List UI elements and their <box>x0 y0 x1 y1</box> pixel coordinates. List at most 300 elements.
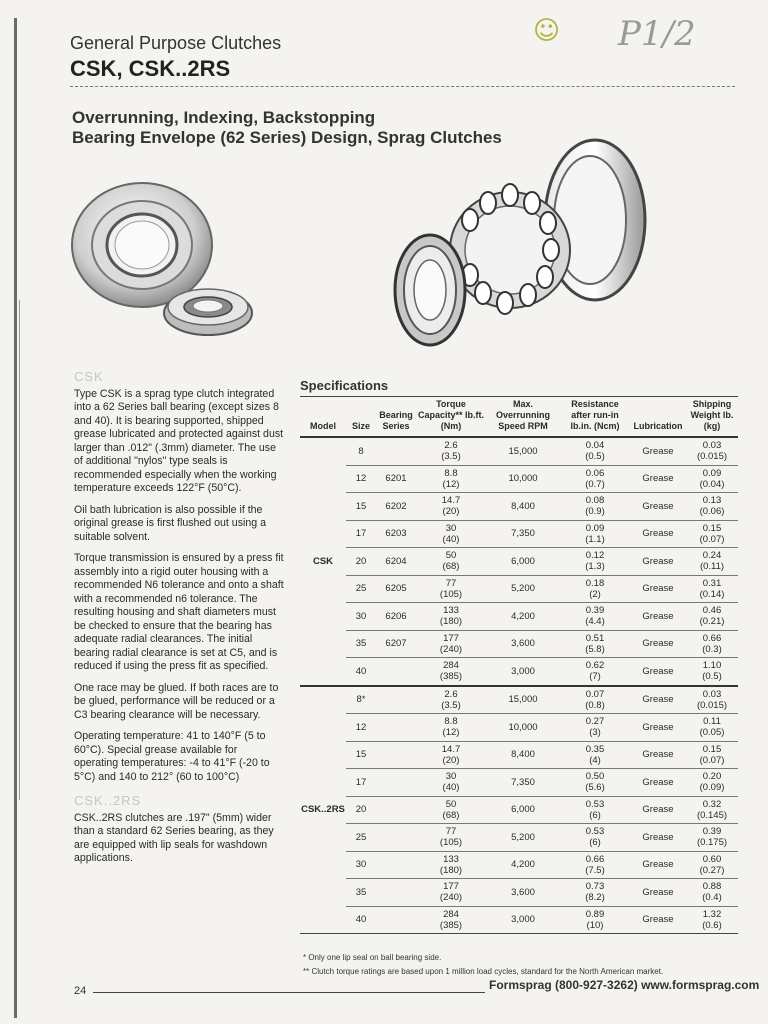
cell-torque <box>416 796 486 824</box>
cell-size-value: 8 <box>358 445 364 457</box>
cell-bearing-series-value: 6201 <box>385 473 407 485</box>
cell-lubrication <box>630 796 686 824</box>
binding-edge <box>14 18 17 1018</box>
cell-size-value: 40 <box>355 914 367 926</box>
cell-speed-value: 15,000 <box>508 694 538 706</box>
cell-speed-value: 3,000 <box>511 914 535 926</box>
csk-paragraph-1: Type CSK is a sprag type clutch integrated into a 62 Series ball bearing (except sizes 8 and 40). It is bearing supported, shipped grease lubricated and protected against dust larger than .012" (.3mm) diameter. The use of additional "nylos" type seals is recommended especially when the working temperature exceeds 122°F (50°C). <box>74 387 284 494</box>
cell-resistance-value: (0.9) <box>585 506 605 518</box>
cell-size-value: 8* <box>356 694 366 706</box>
table-row <box>300 796 738 824</box>
cell-size <box>346 548 376 576</box>
cell-model <box>300 879 346 907</box>
cell-size-value: 30 <box>355 610 367 622</box>
cell-resistance-value: (5.8) <box>585 643 605 655</box>
cell-speed-value: 10,000 <box>508 721 538 733</box>
cell-weight-value: 0.11 <box>703 716 721 728</box>
cell-torque <box>416 658 486 686</box>
cell-weight <box>686 714 738 742</box>
cell-weight-value: 0.03 <box>702 440 722 452</box>
cell-torque-value: 30 <box>445 771 457 783</box>
cell-lubrication-value: Grease <box>642 914 674 926</box>
cell-bearing-series <box>376 741 416 769</box>
cell-speed-value: 15,000 <box>508 445 538 457</box>
cell-torque-value: 77 <box>445 577 457 589</box>
cell-lubrication-value: Grease <box>642 694 674 706</box>
cell-weight-value: (0.6) <box>702 919 722 931</box>
cell-torque <box>416 714 486 742</box>
cell-lubrication-value: Grease <box>642 555 674 567</box>
cell-weight <box>686 741 738 769</box>
table-body <box>300 437 738 934</box>
cell-torque-value: 2.6 <box>444 440 458 452</box>
cell-size <box>346 603 376 631</box>
cell-lubrication <box>630 493 686 521</box>
table-row <box>300 630 738 658</box>
cell-weight-value: 1.10 <box>702 660 722 672</box>
brand-contact: Formsprag (800-927-3262) www.formsprag.com <box>489 978 760 992</box>
csk-paragraph-2: Oil bath lubrication is also possible if the original grease is first flushed out using a suitable solvent. <box>74 503 266 543</box>
cell-weight-value: (0.11) <box>699 561 725 573</box>
cell-torque-value: (20) <box>442 506 460 518</box>
cell-resistance-value: 0.51 <box>585 632 605 644</box>
cell-resistance <box>560 906 630 934</box>
cell-size-value: 12 <box>355 473 367 485</box>
cell-speed-value: 4,200 <box>511 610 535 622</box>
cell-torque-value: (12) <box>442 727 460 739</box>
cell-size-value: 35 <box>355 638 367 650</box>
cell-resistance-value: 0.50 <box>585 771 605 783</box>
cell-torque <box>416 603 486 631</box>
cell-weight <box>686 603 738 631</box>
cell-size-value: 25 <box>355 831 367 843</box>
footer-rule <box>93 992 485 993</box>
cell-torque <box>416 824 486 852</box>
cell-bearing-series-value: 6203 <box>385 528 407 540</box>
cell-weight-value: (0.21) <box>699 616 725 628</box>
cell-weight <box>686 851 738 879</box>
headline-line-1: Overrunning, Indexing, Backstopping <box>72 108 376 127</box>
cell-torque-value: (20) <box>442 754 460 766</box>
cell-lubrication <box>630 603 686 631</box>
cell-resistance <box>560 686 630 714</box>
cell-resistance-value: 0.08 <box>585 495 605 507</box>
table-row <box>300 437 738 465</box>
cell-lubrication <box>630 714 686 742</box>
cell-resistance <box>560 796 630 824</box>
cell-size <box>346 658 376 686</box>
cell-torque <box>416 465 486 493</box>
cell-size <box>346 437 376 465</box>
cell-weight-value: 0.03 <box>702 688 722 700</box>
cell-weight-value: 0.24 <box>702 550 722 562</box>
cell-lubrication <box>630 824 686 852</box>
cell-torque-value: 2.6 <box>444 688 458 700</box>
cell-speed-value: 6,000 <box>511 555 535 567</box>
cell-model <box>300 741 346 769</box>
cell-model <box>300 548 346 576</box>
cell-size <box>346 686 376 714</box>
cell-lubrication <box>630 520 686 548</box>
cell-bearing-series-value: 6205 <box>385 583 407 595</box>
cell-resistance-value: 0.06 <box>585 467 605 479</box>
cell-lubrication-value: Grease <box>642 665 674 677</box>
cell-size-value: 17 <box>355 776 367 788</box>
table-row <box>300 575 738 603</box>
cell-size <box>346 824 376 852</box>
cell-lubrication <box>630 548 686 576</box>
cell-speed-value: 6,000 <box>511 804 535 816</box>
cell-resistance-value: (10) <box>586 919 604 931</box>
cell-speed-value: 7,350 <box>511 528 535 540</box>
cell-torque-value: 8.8 <box>444 716 458 728</box>
cell-lubrication <box>630 630 686 658</box>
binding-shadow <box>19 300 20 800</box>
cell-weight <box>686 824 738 852</box>
csk-paragraph-4: One race may be glued. If both races are to be glued, performance will be reduced or a C3 bearing clearance will be necessary. <box>74 681 279 721</box>
cell-torque <box>416 437 486 465</box>
cell-resistance-value: (3) <box>589 727 601 739</box>
cell-resistance <box>560 520 630 548</box>
cell-lubrication <box>630 851 686 879</box>
cell-bearing-series <box>376 493 416 521</box>
cell-size <box>346 796 376 824</box>
cell-resistance-value: (2) <box>589 588 601 600</box>
cell-resistance <box>560 575 630 603</box>
cell-lubrication-value: Grease <box>642 859 674 871</box>
cell-resistance-value: (4.4) <box>585 616 605 628</box>
cell-model <box>300 824 346 852</box>
cell-resistance-value: (5.6) <box>585 782 605 794</box>
table-row <box>300 879 738 907</box>
cell-speed <box>486 769 560 797</box>
cell-lubrication-value: Grease <box>642 831 674 843</box>
cell-weight-value: (0.3) <box>702 643 722 655</box>
cell-weight-value: (0.09) <box>699 782 725 794</box>
cell-bearing-series-value: 6206 <box>385 610 407 622</box>
page-number: 24 <box>74 985 87 997</box>
cell-resistance <box>560 465 630 493</box>
cell-speed <box>486 520 560 548</box>
cell-torque-value: 50 <box>445 798 457 810</box>
cell-weight-value: 0.88 <box>702 881 722 893</box>
cell-weight <box>686 906 738 934</box>
cell-model-value: CSK <box>312 555 334 567</box>
cell-torque <box>416 879 486 907</box>
cell-weight-value: (0.015) <box>696 699 728 711</box>
cell-resistance-value: (1.1) <box>585 533 605 545</box>
cell-resistance <box>560 769 630 797</box>
cell-resistance-value: 0.62 <box>585 660 605 672</box>
cell-weight <box>686 437 738 465</box>
page-title: CSK, CSK..2RS <box>70 56 231 81</box>
cell-weight-value: 1.32 <box>702 908 722 920</box>
header-torque: Torque Capacity** lb.ft. (Nm) <box>416 397 486 438</box>
cell-lubrication <box>630 879 686 907</box>
cell-torque-value: (40) <box>442 782 460 794</box>
cell-model <box>300 465 346 493</box>
cell-weight <box>686 630 738 658</box>
cell-bearing-series <box>376 879 416 907</box>
table-row <box>300 658 738 686</box>
cell-resistance-value: (7) <box>589 671 601 683</box>
cell-speed-value: 5,200 <box>511 583 535 595</box>
cell-weight-value: 0.15 <box>702 522 722 534</box>
cell-speed <box>486 879 560 907</box>
cell-speed <box>486 630 560 658</box>
cell-torque-value: 284 <box>443 908 459 920</box>
cell-torque-value: 133 <box>443 853 459 865</box>
cell-model <box>300 769 346 797</box>
cell-torque-value: (180) <box>439 864 463 876</box>
cell-resistance-value: 0.53 <box>585 826 605 838</box>
cell-size-value: 15 <box>355 749 367 761</box>
cell-bearing-series <box>376 686 416 714</box>
handwritten-smiley: ☺ <box>533 16 561 46</box>
cell-torque-value: (105) <box>439 588 463 600</box>
table-row <box>300 520 738 548</box>
header-resistance: Resistance after run-in lb.in. (Ncm) <box>560 397 630 438</box>
cell-bearing-series <box>376 769 416 797</box>
cell-weight <box>686 796 738 824</box>
cell-weight <box>686 520 738 548</box>
table-row <box>300 741 738 769</box>
cell-resistance-value: 0.07 <box>585 688 605 700</box>
cell-speed-value: 3,600 <box>511 638 535 650</box>
cell-weight <box>686 465 738 493</box>
cell-bearing-series-value: 6204 <box>385 555 407 567</box>
cell-weight <box>686 575 738 603</box>
cell-size <box>346 493 376 521</box>
cell-resistance <box>560 658 630 686</box>
cell-resistance-value: 0.35 <box>585 743 605 755</box>
cell-weight-value: (0.175) <box>696 837 728 849</box>
cell-size-value: 30 <box>355 859 367 871</box>
cell-torque-value: 177 <box>443 632 459 644</box>
cell-torque-value: (385) <box>439 919 463 931</box>
cell-lubrication <box>630 769 686 797</box>
cell-bearing-series-value: 6202 <box>385 500 407 512</box>
cell-speed-value: 3,600 <box>511 886 535 898</box>
cell-torque-value: 77 <box>445 826 457 838</box>
cell-torque-value: (68) <box>442 809 460 821</box>
cell-weight-value: 0.15 <box>702 743 722 755</box>
cell-weight <box>686 769 738 797</box>
cell-resistance-value: (6) <box>589 809 601 821</box>
cell-bearing-series <box>376 465 416 493</box>
header-weight: Shipping Weight lb. (kg) <box>686 397 738 438</box>
cell-torque <box>416 741 486 769</box>
cell-model <box>300 686 346 714</box>
cell-size-value: 15 <box>355 500 367 512</box>
cell-resistance-value: 0.12 <box>585 550 605 562</box>
sprag-clutch-exploded-photo <box>385 125 650 355</box>
cell-bearing-series <box>376 520 416 548</box>
cell-torque-value: (180) <box>439 616 463 628</box>
cell-torque-value: (240) <box>439 892 463 904</box>
cell-weight-value: 0.20 <box>702 771 722 783</box>
header-bearing-series: Bearing Series <box>376 397 416 438</box>
cell-size-value: 12 <box>355 721 367 733</box>
cell-resistance-value: (4) <box>589 754 601 766</box>
cell-lubrication <box>630 658 686 686</box>
cell-resistance-value: (8.2) <box>585 892 605 904</box>
header-divider <box>70 86 735 87</box>
cell-speed <box>486 851 560 879</box>
cell-model <box>300 493 346 521</box>
specifications-table <box>300 396 738 934</box>
cell-lubrication-value: Grease <box>642 500 674 512</box>
cell-resistance <box>560 548 630 576</box>
cell-resistance <box>560 603 630 631</box>
cell-lubrication-value: Grease <box>642 721 674 733</box>
cell-model <box>300 520 346 548</box>
cell-bearing-series <box>376 630 416 658</box>
cell-bearing-series-value: 6207 <box>385 638 407 650</box>
cell-torque-value: (385) <box>439 671 463 683</box>
cell-resistance <box>560 437 630 465</box>
cell-weight-value: (0.05) <box>699 727 725 739</box>
cell-size-value: 40 <box>355 665 367 677</box>
cell-resistance-value: 0.27 <box>585 716 605 728</box>
csk-heading: CSK <box>74 369 104 384</box>
cell-size <box>346 630 376 658</box>
cell-speed-value: 4,200 <box>511 859 535 871</box>
cell-speed <box>486 906 560 934</box>
header-model: Model <box>300 397 346 438</box>
description-column <box>74 370 284 874</box>
cell-weight-value: 0.32 <box>702 798 722 810</box>
cell-resistance <box>560 879 630 907</box>
cell-size <box>346 575 376 603</box>
cell-weight <box>686 658 738 686</box>
cell-weight <box>686 493 738 521</box>
table-row <box>300 769 738 797</box>
cell-lubrication-value: Grease <box>642 445 674 457</box>
table-row <box>300 824 738 852</box>
cell-lubrication <box>630 741 686 769</box>
cell-torque <box>416 520 486 548</box>
cell-resistance-value: 0.39 <box>585 605 605 617</box>
cell-resistance-value: 0.89 <box>585 908 605 920</box>
cell-size-value: 17 <box>355 528 367 540</box>
cell-bearing-series <box>376 548 416 576</box>
cell-weight-value: 0.46 <box>702 605 722 617</box>
cell-resistance-value: 0.53 <box>585 798 605 810</box>
cell-torque-value: 14.7 <box>441 495 461 507</box>
cell-weight-value: (0.06) <box>699 506 725 518</box>
cell-torque <box>416 575 486 603</box>
cell-model <box>300 658 346 686</box>
cell-torque <box>416 686 486 714</box>
headline-line-2: Bearing Envelope (62 Series) Design, Sprag Clutches <box>72 128 502 147</box>
header-speed: Max. Overrunning Speed RPM <box>486 397 560 438</box>
cell-size <box>346 465 376 493</box>
cell-bearing-series <box>376 575 416 603</box>
cell-lubrication-value: Grease <box>642 886 674 898</box>
cell-torque-value: 14.7 <box>441 743 461 755</box>
cell-size <box>346 520 376 548</box>
cell-model-value: CSK..2RS <box>301 804 345 816</box>
cell-torque <box>416 493 486 521</box>
cell-speed <box>486 658 560 686</box>
cell-speed <box>486 741 560 769</box>
cell-speed <box>486 714 560 742</box>
cell-speed-value: 3,000 <box>511 665 535 677</box>
cell-speed <box>486 493 560 521</box>
handwritten-page-note: P1/2 <box>618 14 696 54</box>
cell-lubrication-value: Grease <box>642 804 674 816</box>
cell-weight-value: (0.5) <box>702 671 722 683</box>
cell-torque <box>416 906 486 934</box>
cell-resistance-value: (0.5) <box>585 451 605 463</box>
cell-weight-value: 0.31 <box>702 577 722 589</box>
cell-torque-value: (3.5) <box>441 699 461 711</box>
cell-lubrication <box>630 465 686 493</box>
cell-weight <box>686 879 738 907</box>
cell-model <box>300 906 346 934</box>
cell-torque-value: (68) <box>442 561 460 573</box>
cell-weight-value: (0.27) <box>699 864 725 876</box>
cell-lubrication-value: Grease <box>642 749 674 761</box>
cell-size-value: 25 <box>355 583 367 595</box>
cell-torque-value: 50 <box>445 550 457 562</box>
cell-speed <box>486 437 560 465</box>
cell-bearing-series <box>376 658 416 686</box>
cell-torque-value: (12) <box>442 478 460 490</box>
cell-resistance-value: (0.8) <box>585 699 605 711</box>
cell-lubrication-value: Grease <box>642 528 674 540</box>
bearing-photo <box>60 165 285 375</box>
cell-resistance-value: (7.5) <box>585 864 605 876</box>
cell-torque <box>416 851 486 879</box>
cell-torque-value: (240) <box>439 643 463 655</box>
cell-bearing-series <box>376 824 416 852</box>
cell-speed <box>486 824 560 852</box>
cell-torque-value: 8.8 <box>444 467 458 479</box>
table-row <box>300 906 738 934</box>
cell-speed <box>486 575 560 603</box>
cell-resistance-value: 0.66 <box>585 853 605 865</box>
cell-speed-value: 5,200 <box>511 831 535 843</box>
cell-speed <box>486 548 560 576</box>
cell-speed-value: 7,350 <box>511 776 535 788</box>
specifications-title: Specifications <box>300 378 389 393</box>
cell-speed <box>486 796 560 824</box>
cell-weight-value: (0.07) <box>699 754 725 766</box>
cell-speed <box>486 686 560 714</box>
cell-resistance-value: (6) <box>589 837 601 849</box>
cell-lubrication <box>630 575 686 603</box>
page-category: General Purpose Clutches <box>70 33 282 53</box>
cell-torque <box>416 630 486 658</box>
footnote-seal: * Only one lip seal on ball bearing side. <box>303 953 442 962</box>
table-row <box>300 686 738 714</box>
cell-weight-value: 0.60 <box>702 853 722 865</box>
cell-torque-value: (3.5) <box>441 451 461 463</box>
cell-resistance <box>560 851 630 879</box>
table-row <box>300 548 738 576</box>
cell-resistance <box>560 824 630 852</box>
cell-size <box>346 741 376 769</box>
cell-bearing-series <box>376 714 416 742</box>
table-header-row <box>300 397 738 438</box>
cell-speed <box>486 465 560 493</box>
cell-weight <box>686 548 738 576</box>
cell-model <box>300 796 346 824</box>
cell-weight-value: 0.09 <box>702 467 722 479</box>
cell-torque-value: 177 <box>443 881 459 893</box>
